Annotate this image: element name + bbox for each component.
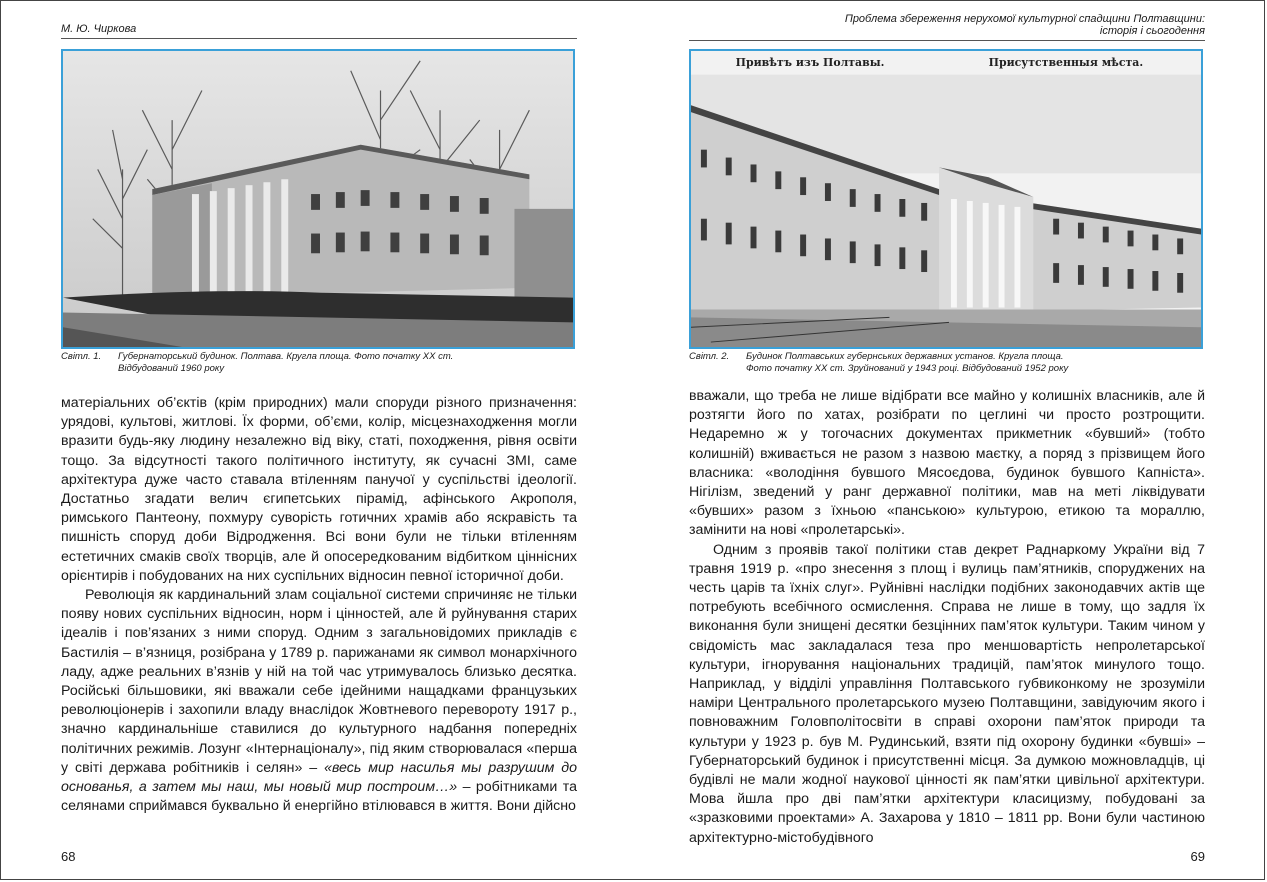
paragraph: вважали, що треба не лише відібрати все майно у колишніх власників, але й розтягти його по хатах, розібрати по цеглині чи просто розтрощити. Недаремно ж у тогочасних документах прикметник «бувший» (тобто колишній) вживається не разом з назвою маєтку, а поряд з прізвищем його власника: «володіння бувшого Мясоєдова, будинок бувшого Капніста». Нігілізм, зведений у ранг державної політики, мав на меті ліквідувати «бувших» разом з їхньою «панською» культурою, етикою та мораллю, замінити на нові «пролетарські». [689,388,1205,539]
figure-1-number: Світл. 1. [61,351,102,362]
figure-1-caption [61,351,577,375]
governor-house-photo [63,51,573,347]
figure-2-caption [689,351,1205,375]
postcard-title-left: Привѣтъ изъ Полтавы. [735,55,885,69]
running-header-author: М. Ю. Чиркова [61,23,577,39]
page-number-left: 68 [61,849,76,864]
running-header-title [689,13,1205,41]
paragraph [61,586,577,816]
figure-2-caption-line1: Будинок Полтавських губернських державних установ. Кругла площа. [746,351,1064,362]
paragraph: Одним з проявів такої політики став декрет Раднаркому України від 7 травня 1919 р. «про знесення з площ і вулиць пам’ятників, споруджених на честь царів та їхніх слуг». Руйнівні наслідки подібних законодавчих актів ще потребують всебічного осмислення. Справа не лише в тому, що задля їх виконання були знищені десятки безцінних пам’яток культури. Таким чином у свідомість мас закладалася теза про меншовартість непролетарської культури, ігнорування національних традицій, пам’яток минулого тощо. Наприклад, у відділі управління Полтавського губвиконкому не зрозуміли наміри Центрального пролетарського музею Полтавщини, завідуючим якого і повноважним Головполітосвіти в справі охорони пам’яток природи та культури у 1923 р. був М. Рудинський, взяти під охорону будинки «бувші» – Губернаторський будинок і присутственні місця. За думкою можновладців, ці будівлі не мали жодної наукової цінності як пам’ятки цивільної архітектури. Мова йшла про дві пам’ятки архітектури класицизму, побудовані за «зразковими проектами» А. Захарова у 1810 – 1811 рр. Вони були частиною архітектурно-містобудівного [689,541,1205,846]
page-number-right: 69 [1190,849,1205,864]
figure-1-caption-line1: Губернаторський будинок. Полтава. Кругла площа. Фото початку ХХ ст. [118,351,454,362]
internationale-quote: «весь мир насилья мы разрушим до основанья, а затем мы наш, мы новый мир построим…» [61,759,577,796]
running-header-line1: Проблема збереження нерухомої культурної спадщини Полтавщини: [844,13,1205,25]
left-page [61,1,577,879]
figure-1-caption-line2: Відбудований 1960 року [118,363,225,374]
paragraph-text: Революція як кардинальний злам соціальної системи спричиняє не тільки появу нових суспільних відносин, норм і цінностей, але й руйнування старих ідеалів і пов’язаних з ними споруд. Одним з загальновідомих прикладів є Бастилія – в’язниця, розібрана у 1789 р. парижанами як символ монархічного ладу, адже реальних в’язнів у ній на той час утримувалось близько десятка. Російські більшовики, які вважали себе ідейними нащадками французьких революціонерів і захопили владу внаслідок Жовтневого перевороту 1917 р., значно кардинальніше ставилися до культурного надбання попередніх політичних режимів. Лозунг «Інтернаціоналу», під яким створювалася «перша у світі держава робітників і селян» – [61,587,577,776]
right-page [689,1,1205,879]
figure-2-caption-line2: Фото початку ХХ ст. Зруйнований у 1943 році. Відбудований 1952 року [746,363,1069,374]
paragraph-text-end: – робітниками та селянами сприймався буквально й енергійно втілювався в життя. Вони дійсно [61,779,577,815]
postcard-title-right: Присутственныя мѣста. [988,55,1144,69]
right-body-text [689,387,1205,848]
running-header-line2: історія і сьогодення [1099,25,1205,37]
government-offices-postcard [691,51,1201,347]
figure-1-photo [61,49,575,349]
figure-2-photo [689,49,1203,349]
left-body-text [61,394,577,816]
figure-2-number: Світл. 2. [689,351,730,362]
paragraph: матеріальних об’єктів (крім природних) мали споруди різного призначення: урядові, культові, житлові. Їх форми, об’єми, колір, місцезнаходження могли вразити будь-яку людину незалежно від віку, статі, походження, рівня освіти тощо. За відсутності такого політичного інституту, як сучасні ЗМІ, саме архітектура дуже часто ставала втіленням панучої у суспільстві ідеології. Достатньо згадати велич єгипетських пірамід, афінського Акрополя, римського Пантеону, похмуру суворість готичних храмів або яскравість та пишність споруд доби Відродження. Всі вони були не тільки втіленням естетичних смаків своїх творців, але й опосередкованим відбитком ціннісних орієнтирів і побудованих на них суспільних відносин певної історичної доби. [61,395,577,584]
